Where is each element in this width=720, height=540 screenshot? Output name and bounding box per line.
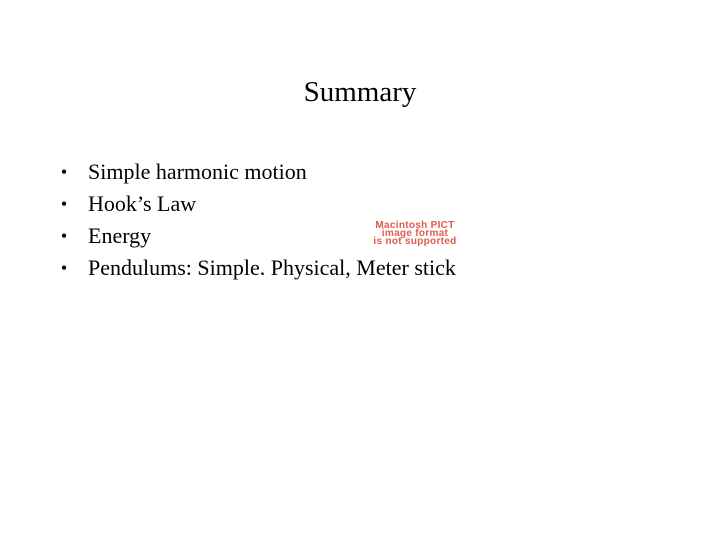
bullet-text: Simple harmonic motion (88, 159, 307, 184)
bullet-icon: • (60, 258, 68, 278)
placeholder-line: image format (381, 228, 449, 240)
bullet-icon: • (60, 194, 68, 214)
bullet-icon: • (60, 162, 68, 182)
placeholder-line: Macintosh PICT (375, 220, 455, 231)
slide-title-text: Summary (303, 76, 417, 108)
bullet-icon: • (60, 226, 68, 246)
placeholder-line: is not supported (373, 236, 457, 248)
slide-title (0, 74, 720, 110)
unsupported-image-placeholder (352, 221, 478, 247)
bullet-text: Hook’s Law (88, 191, 197, 216)
bullet-text: Energy (88, 223, 152, 248)
bullet-text: Pendulums: Simple. Physical, Meter stick (88, 255, 456, 280)
